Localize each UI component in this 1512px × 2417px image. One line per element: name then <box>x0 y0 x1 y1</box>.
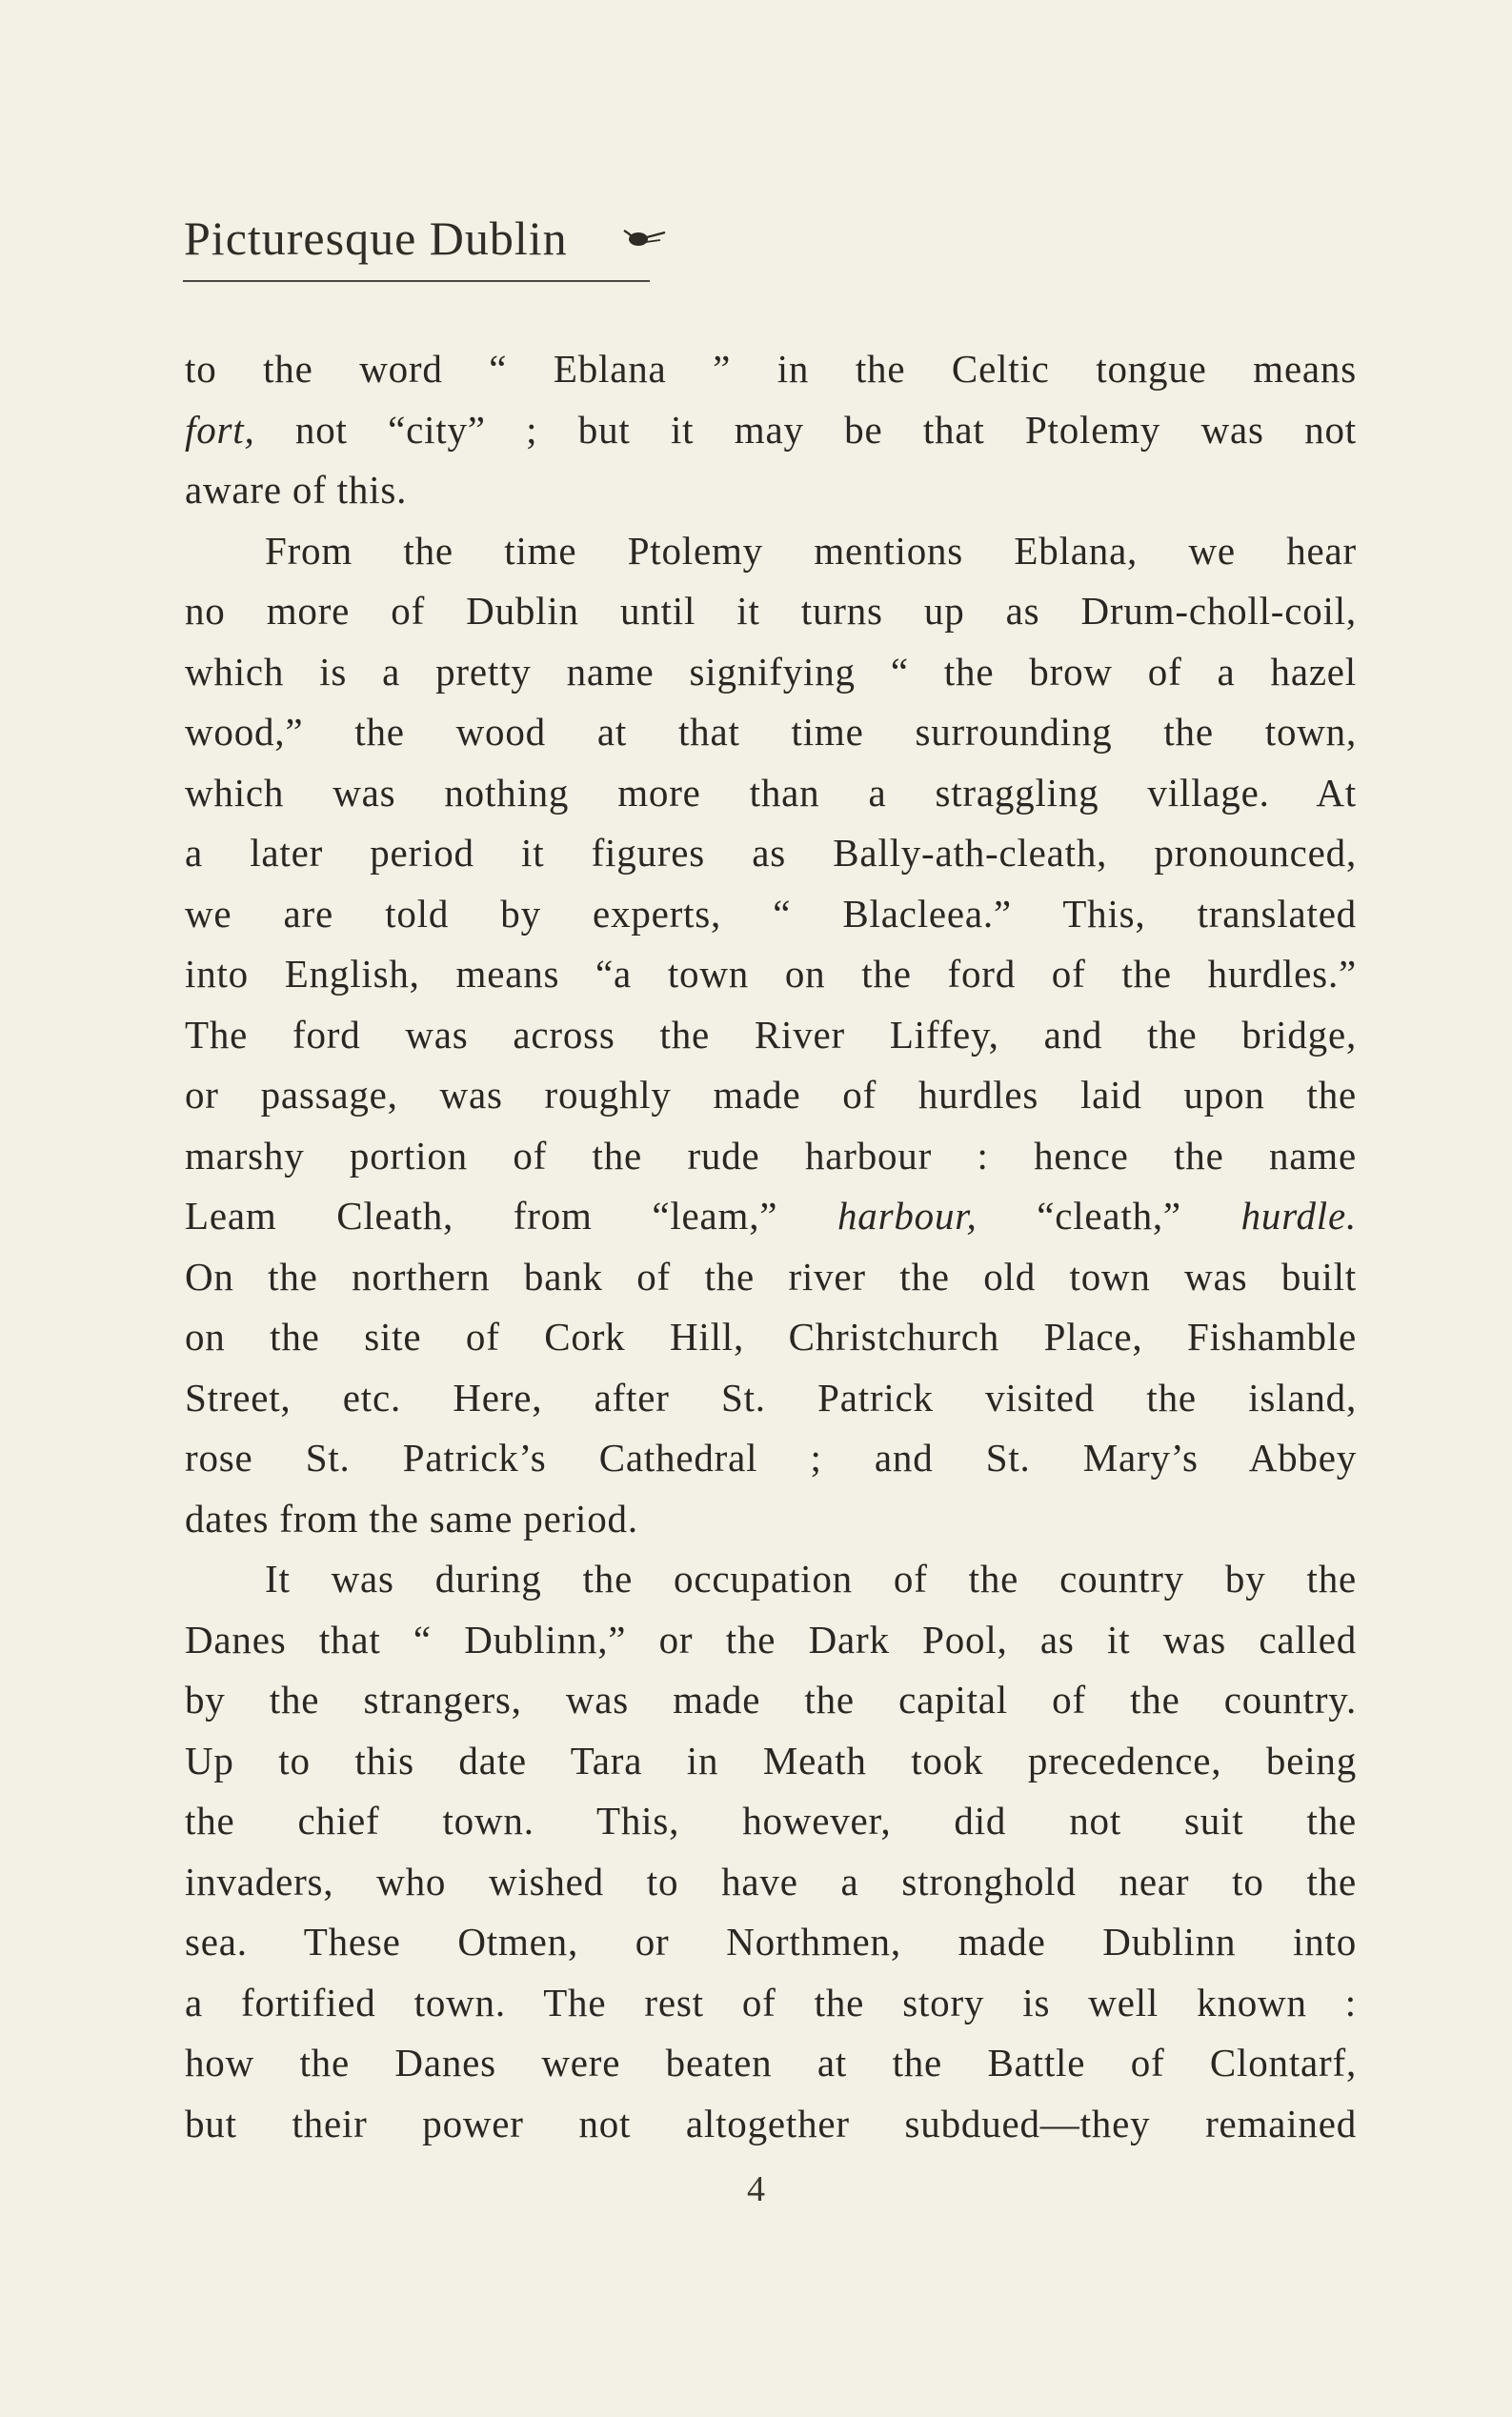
text-line <box>185 1549 1357 1610</box>
text-segment: we are told by experts, “ Blacleea.” This, translated <box>185 891 1357 936</box>
text-segment: no more of Dublin until it turns up as Drum-choll-coil, <box>185 589 1357 633</box>
pointing-hand-ornament-icon <box>620 225 668 252</box>
text-line <box>185 521 1357 582</box>
text-line <box>185 1307 1357 1368</box>
text-line <box>185 1368 1357 1429</box>
italic-term: harbour, <box>837 1194 978 1238</box>
text-segment: Up to this date Tara in Meath took precedence, being <box>185 1738 1357 1783</box>
text-line <box>185 1973 1357 2034</box>
text-segment: “cleath,” <box>977 1194 1241 1238</box>
text-line <box>185 1186 1357 1247</box>
text-line <box>185 1731 1357 1792</box>
text-line <box>185 642 1357 703</box>
text-segment: The ford was across the River Liffey, and the bridge, <box>185 1012 1357 1057</box>
text-line <box>185 1489 1357 1550</box>
text-line <box>185 460 1357 521</box>
text-line <box>185 884 1357 945</box>
text-line <box>185 702 1357 763</box>
text-line <box>185 339 1357 400</box>
text-line <box>185 1247 1357 1308</box>
page-number: 4 <box>747 2169 765 2209</box>
text-segment: which is a pretty name signifying “ the brow of a hazel <box>185 649 1357 694</box>
text-segment: Danes that “ Dublinn,” or the Dark Pool, as it was called <box>185 1617 1357 1662</box>
text-segment: a later period it figures as Bally-ath-cleath, pronounced, <box>185 831 1357 875</box>
text-segment: by the strangers, was made the capital of the country. <box>185 1678 1357 1722</box>
text-line <box>185 944 1357 1005</box>
text-line <box>185 400 1357 461</box>
body-text <box>185 339 1357 2154</box>
text-segment: but their power not altogether subdued—they remained <box>185 2101 1357 2145</box>
text-segment: the chief town. This, however, did not suit the <box>185 1799 1357 1843</box>
text-line <box>185 1912 1357 1973</box>
text-line <box>185 1670 1357 1731</box>
header-rule <box>183 280 650 282</box>
text-line <box>185 823 1357 884</box>
running-head <box>184 205 668 272</box>
text-line <box>185 1852 1357 1913</box>
text-line <box>185 763 1357 824</box>
text-segment: a fortified town. The rest of the story is well known : <box>185 1980 1357 2024</box>
text-segment: not “city” ; but it may be that Ptolemy was not <box>254 407 1357 452</box>
running-title: Picturesque Dublin <box>184 211 568 265</box>
text-line <box>185 2094 1357 2155</box>
text-segment: to the word “ Eblana ” in the Celtic tongue means <box>185 347 1357 391</box>
text-segment: invaders, who wished to have a stronghold near to the <box>185 1859 1357 1903</box>
text-line <box>185 581 1357 642</box>
text-segment: dates from the same period. <box>185 1496 638 1541</box>
text-segment: Leam Cleath, from “leam,” <box>185 1194 837 1238</box>
text-segment: wood,” the wood at that time surrounding the town, <box>185 710 1357 754</box>
text-segment: Street, etc. Here, after St. Patrick visited the island, <box>185 1375 1357 1420</box>
text-segment: It was during the occupation of the country by the <box>265 1557 1357 1601</box>
text-line <box>185 1610 1357 1671</box>
text-segment: aware of this. <box>185 468 408 512</box>
text-segment: marshy portion of the rude harbour : hence the name <box>185 1133 1357 1178</box>
text-segment: on the site of Cork Hill, Christchurch Place, Fishamble <box>185 1315 1357 1359</box>
text-line <box>185 2033 1357 2094</box>
italic-term: fort, <box>185 407 255 452</box>
text-line <box>185 1126 1357 1187</box>
text-segment: how the Danes were beaten at the Battle of Clontarf, <box>185 2041 1357 2085</box>
text-segment: into English, means “a town on the ford of the hurdles.” <box>185 952 1357 996</box>
text-line <box>185 1428 1357 1489</box>
text-line <box>185 1791 1357 1852</box>
text-segment: From the time Ptolemy mentions Eblana, we hear <box>265 528 1357 573</box>
text-segment: On the northern bank of the river the old town was built <box>185 1254 1357 1299</box>
text-segment: rose St. Patrick’s Cathedral ; and St. Mary’s Abbey <box>185 1436 1357 1480</box>
text-line <box>185 1065 1357 1126</box>
italic-term: hurdle. <box>1240 1194 1357 1238</box>
text-segment: sea. These Otmen, or Northmen, made Dublinn into <box>185 1920 1357 1964</box>
text-segment: or passage, was roughly made of hurdles laid upon the <box>185 1073 1357 1117</box>
text-segment: which was nothing more than a straggling village. At <box>185 770 1357 815</box>
text-line <box>185 1005 1357 1066</box>
